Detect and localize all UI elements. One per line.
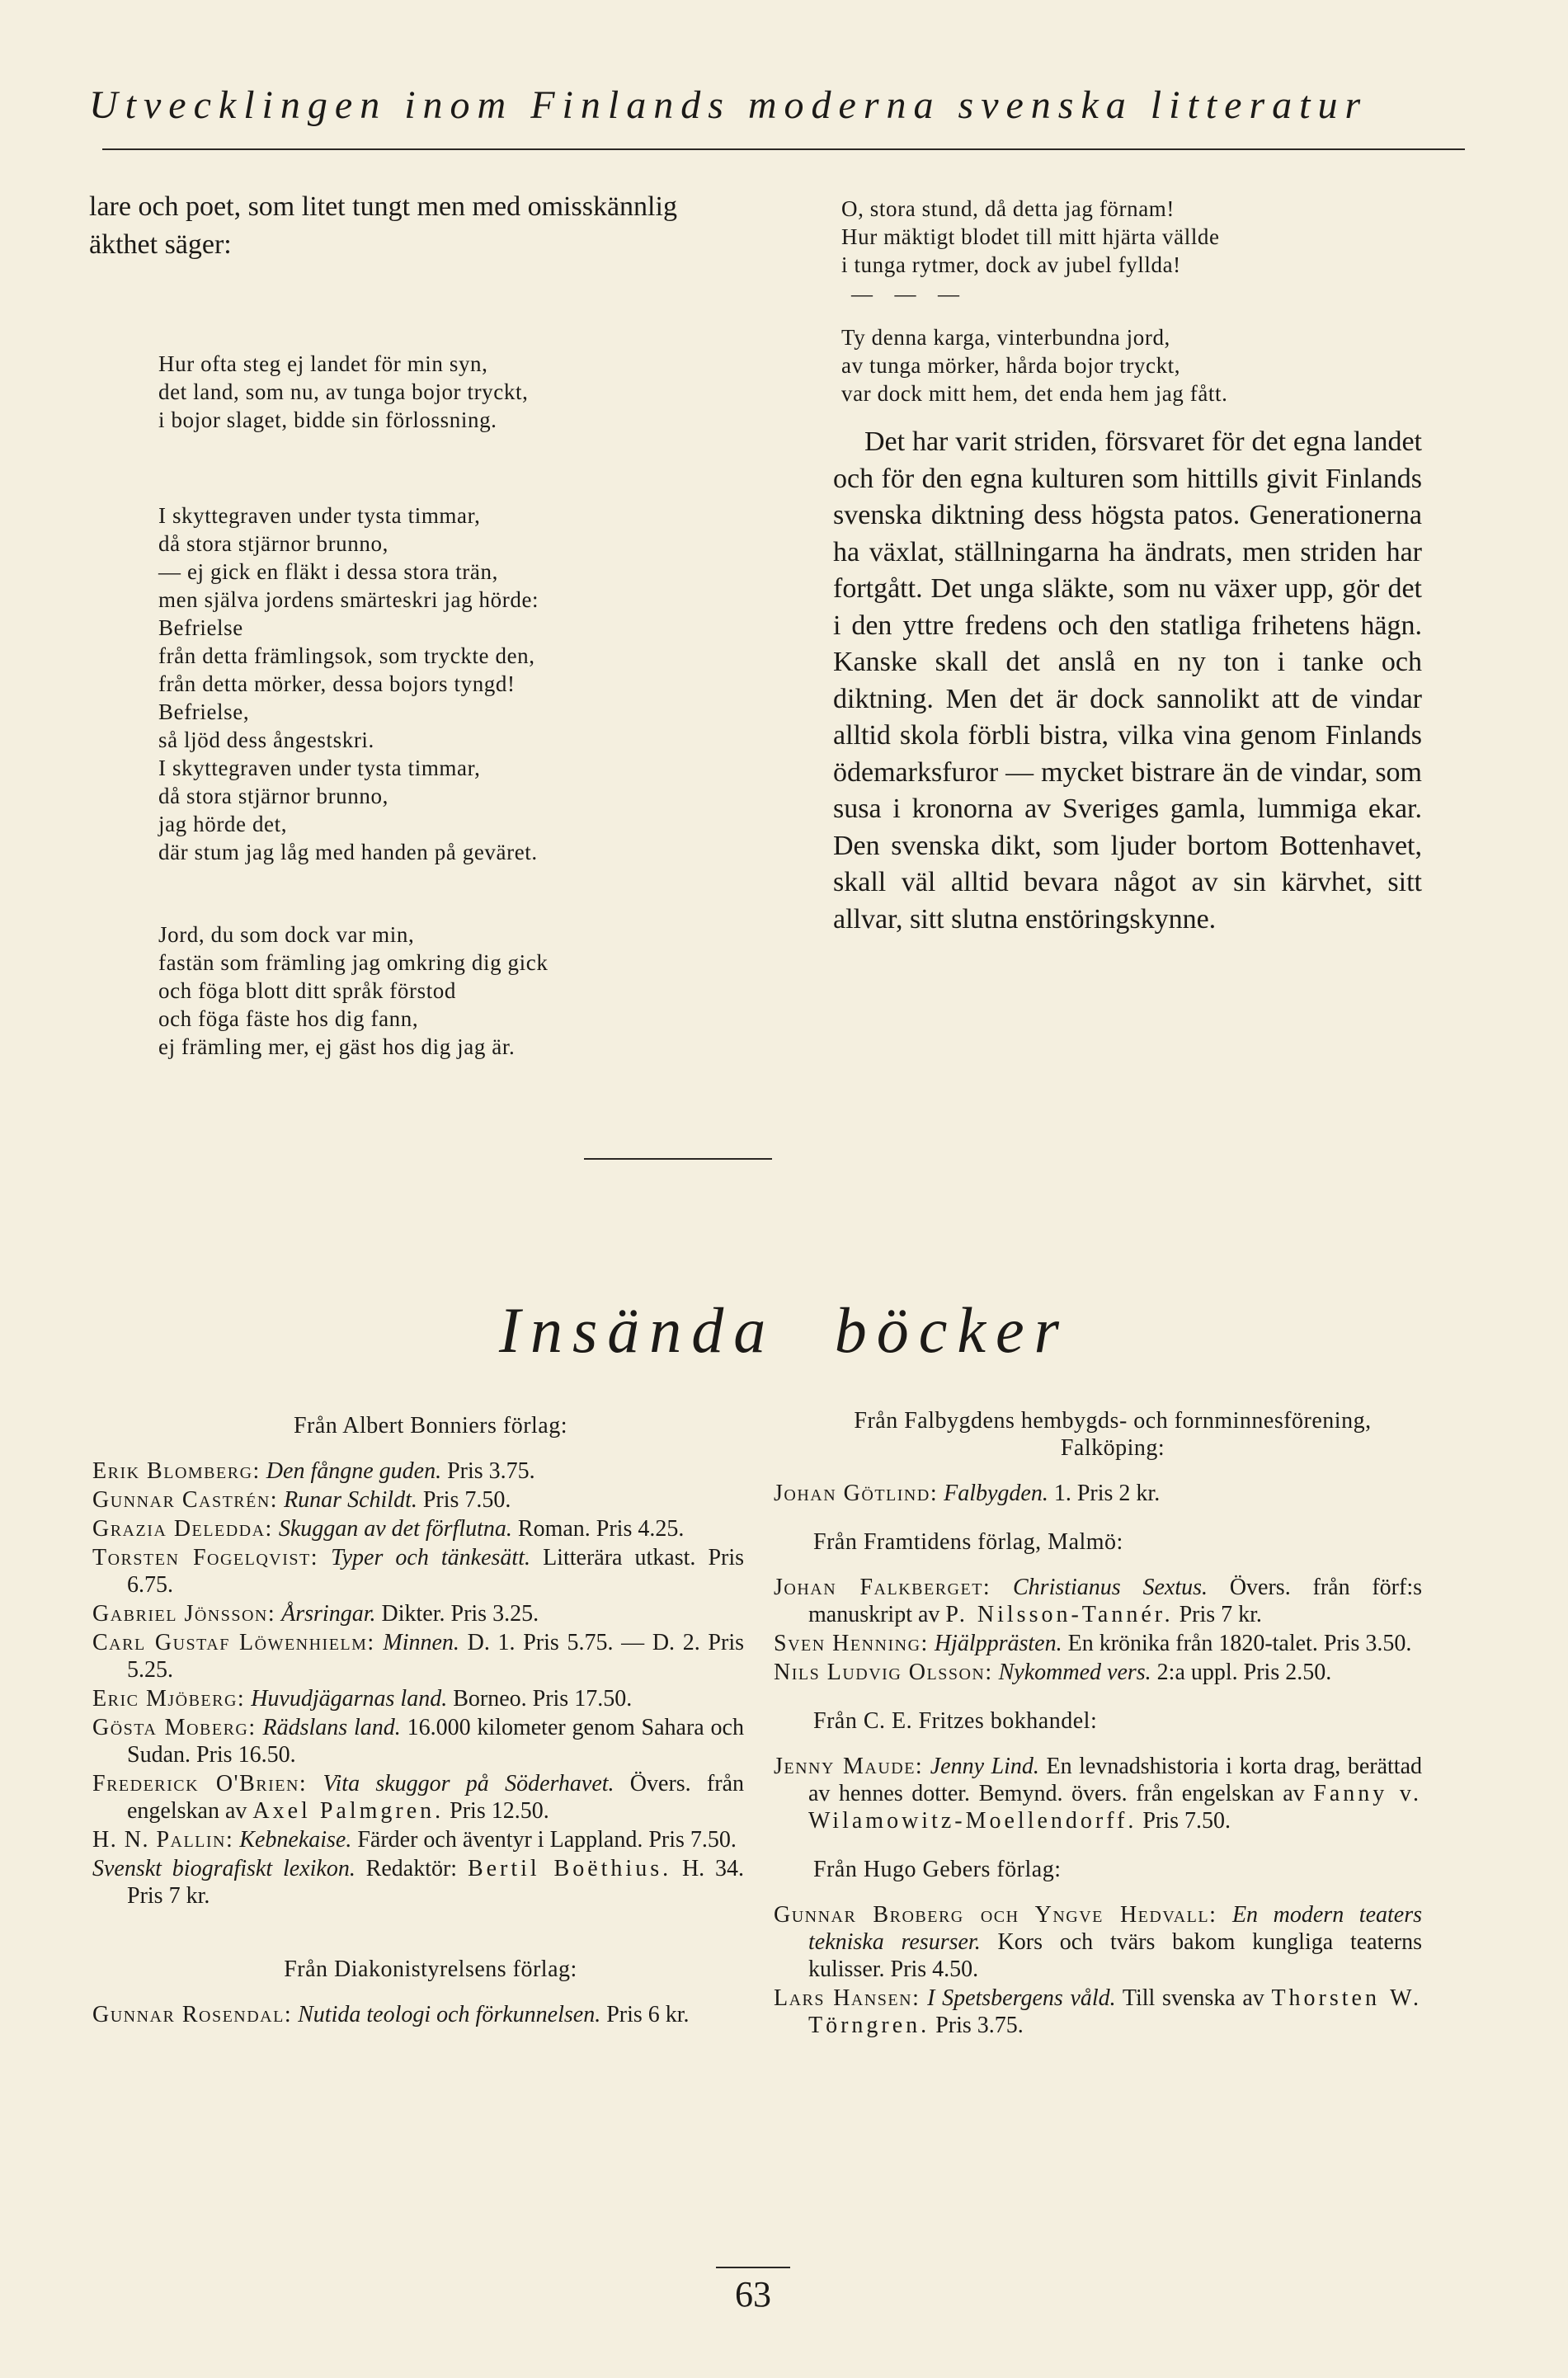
poem-line: och föga blott ditt språk förstod — [158, 978, 456, 1003]
poem-line: i bojor slaget, bidde sin förlossning. — [158, 407, 497, 432]
book-entry — [92, 1457, 744, 1485]
page-number: 63 — [735, 2274, 771, 2314]
poem-line: Jord, du som dock var min, — [158, 922, 415, 947]
folio-rule — [716, 2267, 790, 2268]
book-title: Den fångne guden. — [266, 1458, 442, 1484]
poem-line: Befrielse, — [158, 699, 250, 724]
book-author: Gunnar Castrén: — [92, 1487, 279, 1513]
poem-line: i tunga rytmer, dock av jubel fyllda! — [841, 252, 1181, 277]
book-entry — [774, 1753, 1422, 1834]
publisher-heading: Från Framtidens förlag, Malmö: — [813, 1529, 1123, 1555]
book-translator: P. Nilsson-Tannér. — [945, 1602, 1174, 1627]
book-author: Johan Falkberget: — [774, 1575, 991, 1600]
left-column — [89, 188, 742, 1061]
book-entry — [774, 1901, 1422, 1983]
poem-line: ej främling mer, ej gäst hos dig jag är. — [158, 1034, 516, 1059]
book-details: Litterära utkast. Pris 6.75. — [127, 1545, 745, 1598]
stanza-separator: — — — — [851, 282, 968, 306]
book-title: Rädslans land. — [262, 1715, 401, 1740]
book-author: Grazia Deledda: — [92, 1516, 273, 1542]
book-author: Frederick O'Brien: — [92, 1771, 308, 1796]
book-entry — [92, 1685, 744, 1712]
poem-line: det land, som nu, av tunga bojor tryckt, — [158, 379, 529, 404]
book-title: Runar Schildt. — [284, 1487, 417, 1513]
book-details: En krönika från 1820-talet. Pris 3.50. — [1067, 1631, 1412, 1656]
right-column — [833, 195, 1422, 938]
poem-stanza-2 — [89, 501, 742, 866]
book-author: Erik Blomberg: — [92, 1458, 261, 1484]
book-entry — [774, 1659, 1422, 1686]
poem-line: var dock mitt hem, det enda hem jag fått. — [841, 381, 1228, 406]
book-entry — [92, 1600, 744, 1627]
poem-line: och föga fäste hos dig fann, — [158, 1006, 419, 1031]
book-price: Pris 3.75. — [935, 2013, 1024, 2038]
poem-line: från detta mörker, dessa bojors tyngd! — [158, 671, 516, 696]
book-title: Skuggan av det förflutna. — [278, 1516, 512, 1542]
book-details: 16.000 kilometer genom Sahara och Sudan. Pris 16.50. — [127, 1715, 744, 1768]
book-details: En levnadshistoria i korta drag, berättad av hennes dotter. Bemynd. övers. från engelskan av — [808, 1754, 1423, 1806]
poem-line: då stora stjärnor brunno, — [158, 531, 388, 556]
poem-line: men själva jordens smärteskri jag hörde: — [158, 587, 539, 612]
running-title: Utvecklingen inom Finlands moderna svenska litteratur — [89, 83, 1368, 127]
poem-line: fastän som främling jag omkring dig gick — [158, 950, 549, 975]
essay-paragraph: Det har varit striden, försvaret för det egna landet och för den egna kulturen som hittills givit Finlands svenska diktning dess högsta patos. Generationerna ha växlat, ställningarna ha ändrats, men striden har fortgått. Det unga släkte, som nu växer upp, gör det i den yttre fredens och den statliga frihetens hägn. Kanske skall det anslå en ny ton i tanke och diktning. Men det är dock sannolikt att de vindar alltid skola förbli bistra, vilka vina genom Finlands ödemarksfuror — mycket bistrare än de vindar, som susa i kronorna av Sveriges gamla, lummiga ekar. Den svenska dikt, som ljuder bortom Bottenhavet, skall väl alltid bevara något av sin kärvhet, sitt allvar, sitt slutna enstöringskynne. — [833, 426, 1422, 935]
book-title: Kebnekaise. — [239, 1827, 352, 1853]
poem-line: där stum jag låg med handen på geväret. — [158, 840, 538, 864]
book-details: Övers. från förf:s manuskript av — [808, 1575, 1423, 1627]
book-author: Gösta Moberg: — [92, 1715, 257, 1740]
book-entry — [92, 2001, 744, 2028]
book-translator: Thorsten W. Törngren. — [808, 1985, 1423, 2038]
books-left-column — [92, 1412, 744, 2030]
book-details: 1. Pris 2 kr. — [1053, 1481, 1161, 1506]
book-title: Nykommed vers. — [998, 1660, 1151, 1685]
book-title: Svenskt biografiskt lexikon. — [92, 1856, 356, 1881]
header-rule — [102, 148, 1465, 150]
poem-line: Befrielse — [158, 615, 243, 640]
poem-line: Hur ofta steg ej landet för min syn, — [158, 351, 488, 376]
poem-stanza-4 — [833, 195, 1422, 279]
book-entry — [92, 1770, 744, 1825]
books-right-column — [774, 1407, 1422, 2041]
book-title: Årsringar. — [281, 1601, 376, 1627]
book-details: Roman. Pris 4.25. — [517, 1516, 685, 1542]
book-entry — [92, 1629, 744, 1683]
book-author: Gunnar Broberg och Yngve Hedvall: — [774, 1902, 1217, 1928]
book-entry — [92, 1486, 744, 1514]
book-title: Nutida teologi och förkunnelsen. — [298, 2002, 601, 2027]
intro-text: lare och poet, som litet tungt men med omisskännlig äkthet säger: — [89, 191, 677, 260]
poem-line: O, stora stund, då detta jag förnam! — [841, 196, 1175, 221]
poem-line: av tunga mörker, hårda bojor tryckt, — [841, 353, 1181, 378]
publisher-heading: Från C. E. Fritzes bokhandel: — [813, 1708, 1098, 1734]
book-details: Redaktör: — [365, 1856, 458, 1881]
book-author: Torsten Fogelqvist: — [92, 1545, 319, 1570]
poem-stanza-3 — [89, 921, 742, 1061]
poem-line: från detta främlingsok, som tryckte den, — [158, 643, 535, 668]
book-author: Lars Hansen: — [774, 1985, 921, 2011]
book-price: Pris 7 kr. — [1179, 1602, 1262, 1627]
book-price: Pris 12.50. — [450, 1798, 549, 1824]
book-translator: Fanny v. Wilamowitz-Moellendorff. — [808, 1781, 1423, 1834]
book-entry — [92, 1515, 744, 1542]
book-details: Borneo. Pris 17.50. — [453, 1686, 633, 1712]
poem-line: I skyttegraven under tysta timmar, — [158, 756, 481, 780]
book-details: Kors och tvärs bakom kungliga teaterns kulisser. Pris 4.50. — [808, 1929, 1423, 1982]
book-details: Till svenska av — [1122, 1985, 1264, 2011]
book-title: Christianus Sextus. — [1013, 1575, 1208, 1600]
poem-line: då stora stjärnor brunno, — [158, 784, 388, 808]
section-title: Insända böcker — [498, 1294, 1070, 1366]
book-title: Jenny Lind. — [930, 1754, 1039, 1779]
book-title: Huvudjägarnas land. — [251, 1686, 448, 1712]
book-price: Pris 7.50. — [1142, 1808, 1231, 1834]
book-details: Pris 3.75. — [447, 1458, 535, 1484]
book-author: Sven Henning: — [774, 1631, 929, 1656]
book-title: En modern teaters tekniska resurser. — [808, 1902, 1422, 1955]
book-author: Gabriel Jönsson: — [92, 1601, 276, 1627]
poem-line: jag hörde det, — [158, 812, 288, 836]
book-entry — [92, 1826, 744, 1853]
book-entry — [774, 1985, 1422, 2039]
book-details: Färder och äventyr i Lappland. Pris 7.50. — [357, 1827, 737, 1853]
poem-line: så ljöd dess ångestskri. — [158, 728, 374, 752]
book-translator: Axel Palmgren. — [252, 1798, 445, 1824]
book-author: Eric Mjöberg: — [92, 1686, 246, 1712]
publisher-heading: Från Albert Bonniers förlag: — [293, 1413, 568, 1439]
book-entry — [92, 1544, 744, 1599]
book-title: Hjälpprästen. — [934, 1631, 1062, 1656]
book-details: Pris 6 kr. — [606, 2002, 690, 2027]
book-author: H. N. Pallin: — [92, 1827, 234, 1853]
book-price: H. 34. Pris 7 kr. — [127, 1856, 745, 1909]
publisher-heading: Från Diakonistyrelsens förlag: — [284, 1957, 577, 1982]
book-entry — [92, 1855, 744, 1909]
poem-line: Hur mäktigt blodet till mitt hjärta vällde — [841, 224, 1220, 249]
publisher-heading: Från Falbygdens hembygds- och fornminnesförening, Falköping: — [854, 1408, 1372, 1461]
book-title: Typer och tänkesätt. — [331, 1545, 530, 1570]
book-title: Falbygden. — [944, 1481, 1048, 1506]
poem-line: Ty denna karga, vinterbundna jord, — [841, 325, 1170, 350]
poem-stanza-1 — [89, 350, 742, 434]
book-entry — [774, 1630, 1422, 1657]
book-author: Jenny Maude: — [774, 1754, 924, 1779]
book-details: 2:a uppl. Pris 2.50. — [1156, 1660, 1332, 1685]
book-details: D. 1. Pris 5.75. — D. 2. Pris 5.25. — [127, 1630, 744, 1683]
book-title: I Spetsbergens våld. — [927, 1985, 1116, 2011]
book-entry — [774, 1480, 1422, 1507]
book-details: Övers. från engelskan av — [127, 1771, 745, 1824]
book-author: Gunnar Rosendal: — [92, 2002, 293, 2027]
book-author: Johan Götlind: — [774, 1481, 939, 1506]
book-title: Vita skuggor på Söderhavet. — [323, 1771, 614, 1796]
book-title: Minnen. — [383, 1630, 459, 1655]
book-author: Carl Gustaf Löwenhielm: — [92, 1630, 375, 1655]
poem-line: — ej gick en fläkt i dessa stora trän, — [158, 559, 498, 584]
poem-stanza-5 — [833, 323, 1422, 407]
publisher-heading: Från Hugo Gebers förlag: — [813, 1857, 1062, 1882]
section-divider — [584, 1158, 772, 1160]
book-details: Pris 7.50. — [422, 1487, 511, 1513]
book-details: Dikter. Pris 3.25. — [381, 1601, 539, 1627]
book-entry — [92, 1714, 744, 1768]
book-editor: Bertil Boëthius. — [467, 1856, 672, 1881]
book-author: Nils Ludvig Olsson: — [774, 1660, 993, 1685]
poem-line: I skyttegraven under tysta timmar, — [158, 503, 481, 528]
book-entry — [774, 1574, 1422, 1628]
